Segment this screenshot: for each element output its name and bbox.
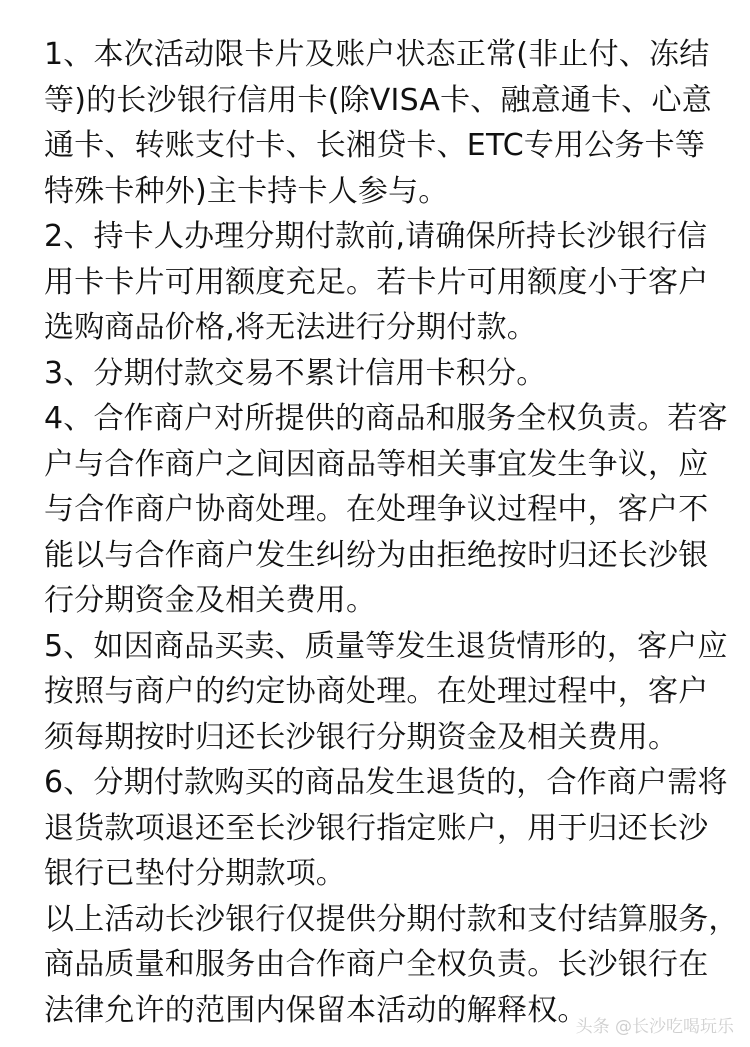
text-line: 1、本次活动限卡片及账户状态正常(非止付、冻结 (44, 37, 710, 72)
text-line: 按照与商户的约定协商处理。在处理过程中，客户 (44, 674, 709, 709)
text-line: 3、分期付款交易不累计信用卡积分。 (44, 355, 547, 391)
text-line: 2、持卡人办理分期付款前,请确保所持长沙银行信 (44, 219, 708, 254)
text-line: 退货款项退还至长沙银行指定账户，用于归还长沙 (44, 810, 709, 846)
text-line: 须每期按时归还长沙银行分期资金及相关费用。 (44, 719, 679, 755)
text-line: 银行已垫付分期款项。 (44, 856, 346, 891)
text-line: 行分期资金及相关费用。 (44, 583, 377, 618)
text-line: 通卡、转账支付卡、长湘贷卡、ETC专用公务卡等 (44, 128, 706, 163)
text-line: 户与合作商户之间因商品等相关事宜发生争议，应 (44, 446, 709, 482)
text-line: 与合作商户协商处理。在处理争议过程中，客户不 (44, 492, 709, 527)
text-line: 用卡卡片可用额度充足。若卡片可用额度小于客户 (44, 264, 709, 300)
text-line: 特殊卡种外)主卡持卡人参与。 (44, 173, 449, 209)
text-line: 等)的长沙银行信用卡(除VISA卡、融意通卡、心意 (44, 82, 712, 118)
text-line: 法律允许的范围内保留本活动的解释权。 (44, 992, 588, 1028)
watermark: 头条 @长沙吃喝玩乐 (575, 1017, 734, 1037)
terms-document (44, 32, 739, 1033)
text-line: 商品质量和服务由合作商户全权负责。长沙银行在 (44, 947, 709, 982)
text-line: 5、如因商品买卖、质量等发生退货情形的，客户应 (44, 628, 728, 664)
text-line: 6、分期付款购买的商品发生退货的，合作商户需将 (44, 765, 728, 800)
text-line: 以上活动长沙银行仅提供分期付款和支付结算服务， (44, 901, 739, 937)
text-line: 选购商品价格,将无法进行分期付款。 (44, 310, 537, 345)
text-line: 4、合作商户对所提供的商品和服务全权负责。若客 (44, 401, 728, 436)
text-line: 能以与合作商户发生纠纷为由拒绝按时归还长沙银 (44, 537, 709, 573)
